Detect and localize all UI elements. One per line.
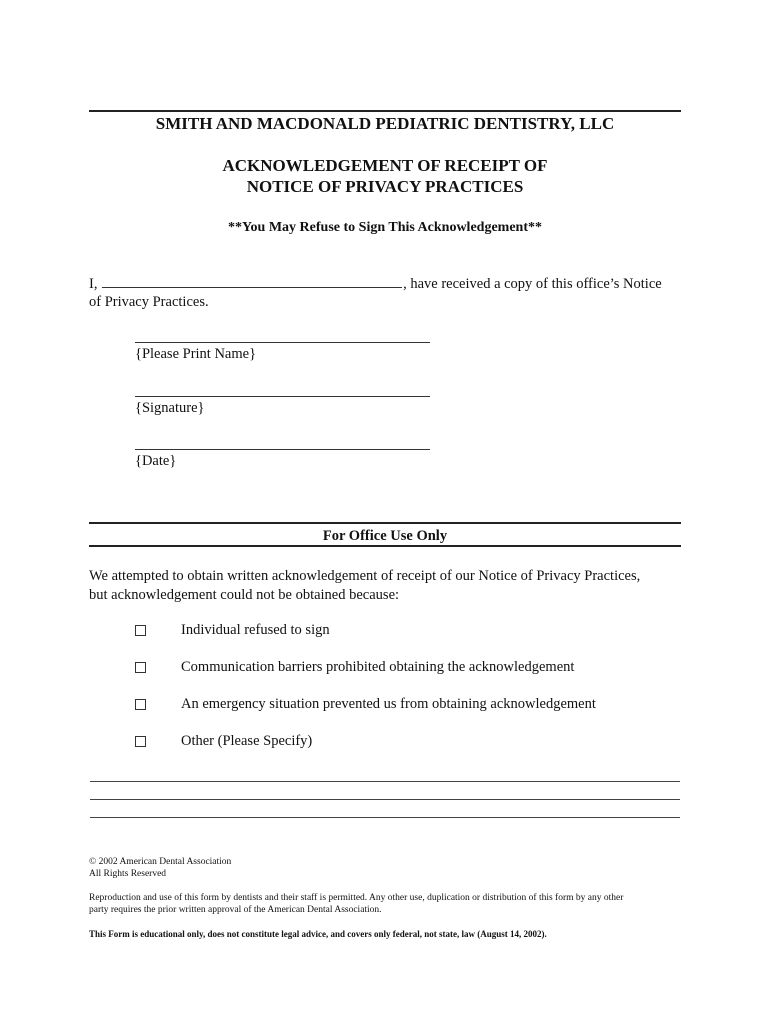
statement-line-2: of Privacy Practices. bbox=[89, 294, 209, 310]
form-title-line-1: ACKNOWLEDGEMENT OF RECEIPT OF bbox=[222, 156, 548, 175]
top-divider bbox=[89, 110, 681, 112]
statement-prefix: I, bbox=[89, 276, 102, 292]
office-use-bottom-divider bbox=[89, 545, 681, 547]
copyright: © 2002 American Dental Association bbox=[89, 857, 232, 867]
specify-line-3[interactable] bbox=[90, 817, 680, 818]
checkbox-refused[interactable] bbox=[135, 625, 146, 636]
practice-title: SMITH AND MACDONALD PEDIATRIC DENTISTRY, LLC bbox=[155, 114, 615, 133]
signature-label: {Signature} bbox=[135, 400, 205, 416]
checkbox-emergency[interactable] bbox=[135, 699, 146, 710]
reproduction-notice bbox=[89, 892, 623, 916]
form-title bbox=[89, 155, 681, 197]
option-other-label: Other (Please Specify) bbox=[181, 733, 313, 749]
refuse-note: **You May Refuse to Sign This Acknowledgement** bbox=[228, 220, 542, 235]
rights-reserved: All Rights Reserved bbox=[89, 869, 167, 879]
legal-disclaimer: This Form is educational only, does not constitute legal advice, and covers only federal, not state, law (August 14, 2002). bbox=[89, 929, 547, 939]
specify-line-2[interactable] bbox=[90, 799, 680, 800]
form-title-line-2: NOTICE OF PRIVACY PRACTICES bbox=[246, 177, 524, 196]
checkbox-communication-barriers[interactable] bbox=[135, 662, 146, 673]
patient-name-blank[interactable] bbox=[102, 274, 402, 288]
copyright-block bbox=[89, 856, 231, 880]
office-use-top-divider bbox=[89, 522, 681, 524]
option-refused-label: Individual refused to sign bbox=[181, 622, 330, 638]
reproduction-line-2: party requires the prior written approval of the American Dental Association. bbox=[89, 905, 382, 915]
print-name-line[interactable] bbox=[135, 342, 430, 343]
date-line[interactable] bbox=[135, 449, 430, 450]
checkbox-other[interactable] bbox=[135, 736, 146, 747]
office-use-intro bbox=[89, 567, 640, 605]
specify-line-1[interactable] bbox=[90, 781, 680, 782]
reproduction-line-1: Reproduction and use of this form by dentists and their staff is permitted. Any other use, duplication or distribution of this form by any other bbox=[89, 893, 624, 903]
office-use-heading: For Office Use Only bbox=[322, 528, 448, 544]
option-communication-barriers-label: Communication barriers prohibited obtaining the acknowledgement bbox=[181, 659, 575, 675]
statement-suffix: , have received a copy of this office’s Notice bbox=[403, 276, 662, 292]
date-label: {Date} bbox=[135, 453, 177, 469]
office-use-intro-line-1: We attempted to obtain written acknowledgement of receipt of our Notice of Privacy Practices, bbox=[89, 568, 641, 584]
option-emergency-label: An emergency situation prevented us from obtaining acknowledgement bbox=[181, 696, 596, 712]
office-use-intro-line-2: but acknowledgement could not be obtained because: bbox=[89, 587, 400, 603]
print-name-label: {Please Print Name} bbox=[135, 346, 257, 362]
acknowledgement-statement bbox=[89, 274, 689, 294]
signature-line[interactable] bbox=[135, 396, 430, 397]
